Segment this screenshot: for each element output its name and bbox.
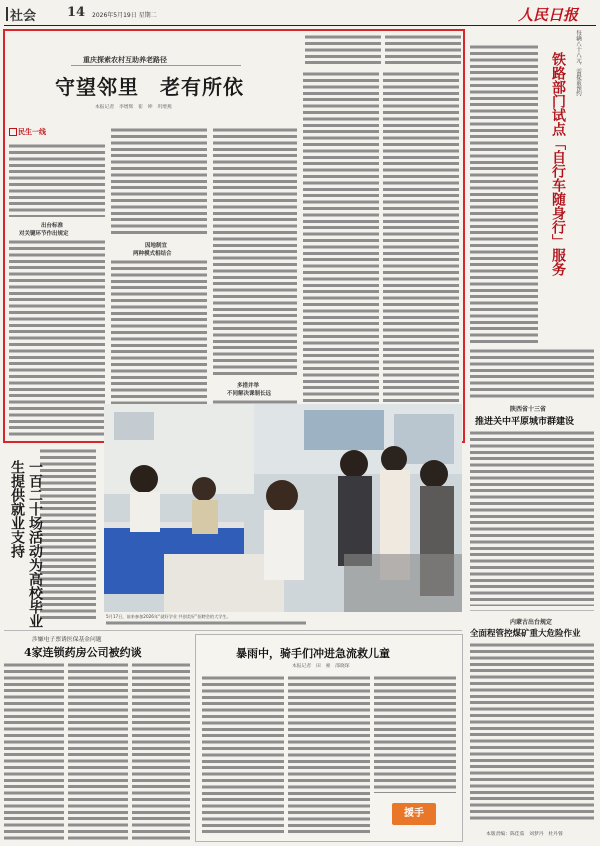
lead-text-top-b [385, 34, 461, 66]
right-story2-head: 内蒙古出台规定 [510, 619, 553, 626]
bottom-divider [4, 630, 462, 631]
lead-story-box [3, 29, 465, 443]
right-divider [470, 610, 594, 611]
page-credits: 本版责编：陈佳茹 刘梦丹 杜丹蓉 [486, 832, 563, 837]
sub-3b: 不同解决课制长远 [227, 391, 272, 397]
lead-col5-text [383, 71, 459, 439]
bottom-mid-box [195, 634, 463, 842]
sub-2b: 两种模式相结合 [133, 251, 172, 257]
bottom-left-col2 [68, 662, 128, 842]
section-title: 社会 [10, 9, 37, 24]
kicker-rule [71, 65, 241, 66]
bottom-mid-byline: 本报记者 田 豪 邵晓琛 [292, 664, 350, 669]
lead-byline: 本报记者 李增辉 崔 坤 巩增燕 [95, 105, 172, 110]
section-divider [6, 7, 8, 21]
page-number: 14 [67, 5, 86, 20]
lead-text-top-a [305, 34, 381, 66]
right-story2-text [470, 642, 594, 822]
left-col-text-a [40, 448, 96, 622]
sub-3: 多措并举 [237, 383, 260, 389]
right-story-text [470, 430, 594, 606]
left-vertical-headline: 一百二十场活动为高校毕业生提供就业支持 [9, 460, 43, 628]
column-tag [9, 127, 79, 137]
bottom-left-col1 [4, 662, 64, 842]
photo-illustration [104, 404, 462, 612]
lead-col1-text-b [9, 239, 105, 439]
bottom-left-kicker: 涉嫌电子票诱医保基金问题 [32, 637, 102, 643]
sub-1b: 对关键环节作出规定 [19, 231, 69, 237]
right-story-title: 推进关中平原城市群建设 [475, 417, 575, 427]
news-photo [104, 404, 462, 612]
issue-date: 2026年5月19日 星期二 [92, 12, 157, 19]
lead-col2-text-a [111, 127, 207, 237]
rail-text-a [470, 44, 538, 344]
photo-caption: 5月17日，前来参加2026年“就好学业 共创美好”招聘会的大学生。 [106, 614, 231, 619]
masthead-logo: 人民日报 [518, 6, 579, 24]
lead-kicker: 重庆探索农村互助养老路径 [83, 55, 167, 64]
bottom-left-title: 4家连锁药房公司被约谈 [24, 646, 142, 659]
right-story2-title: 全面程管控煤矿重大危险作业 [470, 629, 581, 639]
bottom-mid-title: 暴雨中，骑手们冲进急流救儿童 [236, 647, 390, 660]
header-rule [4, 25, 596, 26]
lead-col3-text-a [213, 127, 297, 377]
lead-headline: 守望邻里 老有所依 [55, 75, 244, 99]
rail-vertical-kicker: 每辆八十八元，需提前预约 [575, 30, 581, 96]
lead-title-block [11, 55, 299, 121]
tag-label: 民生一线 [18, 127, 46, 136]
rail-vertical-headline: 铁路部门试点「自行车随身行」服务 [550, 52, 566, 276]
bottom-left-col3 [132, 662, 190, 842]
bottom-mid-col2 [288, 675, 370, 835]
rail-text-b [470, 348, 594, 400]
sub-1: 出台标准 [41, 223, 64, 229]
bottom-mid-badge: 援手 [392, 803, 436, 825]
right-story-head: 陕西省十三省 [510, 406, 547, 413]
tag-icon [9, 128, 17, 136]
photo-caption-line2 [106, 620, 306, 625]
section-header [4, 4, 596, 24]
lead-col1-text-a [9, 143, 105, 217]
bottom-mid-col3 [374, 675, 456, 793]
sub-2: 因地制宜 [145, 243, 168, 249]
lead-col4-text [303, 71, 379, 439]
bottom-mid-col1 [202, 675, 284, 835]
